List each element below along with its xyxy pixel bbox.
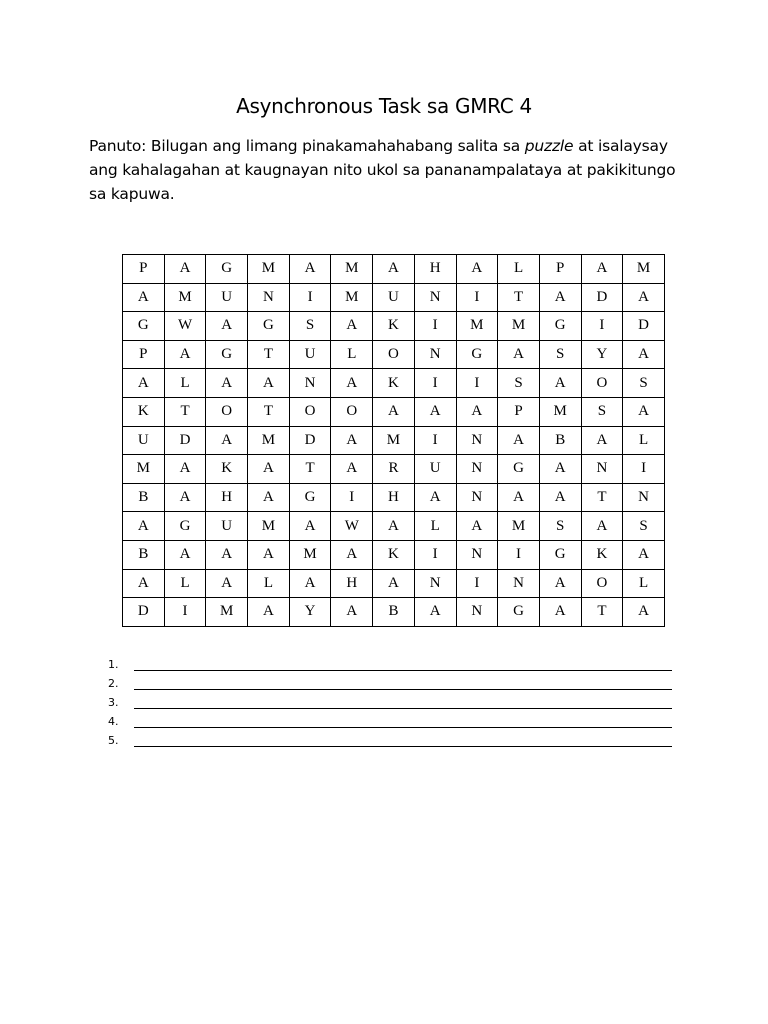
puzzle-cell[interactable]: D [164, 426, 206, 455]
answer-number: 2. [108, 677, 119, 690]
puzzle-cell[interactable]: A [539, 369, 581, 398]
puzzle-cell[interactable]: A [123, 283, 165, 312]
answer-item [108, 690, 672, 709]
puzzle-cell[interactable]: O [373, 340, 415, 369]
puzzle-cell[interactable]: A [498, 426, 540, 455]
puzzle-cell[interactable]: A [373, 397, 415, 426]
puzzle-row [123, 426, 665, 455]
word-search-grid [122, 254, 665, 627]
puzzle-cell[interactable]: P [539, 255, 581, 284]
puzzle-cell[interactable]: G [123, 312, 165, 341]
puzzle-cell[interactable]: M [123, 455, 165, 484]
puzzle-cell[interactable]: K [373, 540, 415, 569]
puzzle-cell[interactable]: N [414, 569, 456, 598]
puzzle-cell[interactable]: H [206, 483, 248, 512]
puzzle-cell[interactable]: B [373, 598, 415, 627]
puzzle-row [123, 540, 665, 569]
puzzle-cell[interactable]: A [206, 569, 248, 598]
puzzle-cell[interactable]: A [206, 369, 248, 398]
puzzle-cell[interactable]: H [373, 483, 415, 512]
puzzle-cell[interactable]: M [623, 255, 665, 284]
puzzle-cell[interactable]: A [331, 312, 373, 341]
answer-line[interactable] [134, 678, 672, 690]
puzzle-cell[interactable]: I [414, 426, 456, 455]
puzzle-cell[interactable]: A [456, 255, 498, 284]
puzzle-cell[interactable]: I [456, 569, 498, 598]
puzzle-cell[interactable]: M [331, 255, 373, 284]
puzzle-cell[interactable]: N [456, 483, 498, 512]
puzzle-cell[interactable]: H [414, 255, 456, 284]
puzzle-cell[interactable]: S [581, 397, 623, 426]
puzzle-row [123, 569, 665, 598]
puzzle-cell[interactable]: A [414, 598, 456, 627]
puzzle-cell[interactable]: A [623, 283, 665, 312]
puzzle-cell[interactable]: M [456, 312, 498, 341]
puzzle-cell[interactable]: L [331, 340, 373, 369]
puzzle-cell[interactable]: A [539, 455, 581, 484]
puzzle-cell[interactable]: A [581, 426, 623, 455]
puzzle-cell[interactable]: A [248, 455, 290, 484]
puzzle-cell[interactable]: U [289, 340, 331, 369]
puzzle-cell[interactable]: O [581, 369, 623, 398]
puzzle-cell[interactable]: S [498, 369, 540, 398]
puzzle-cell[interactable]: M [206, 598, 248, 627]
puzzle-cell[interactable]: K [206, 455, 248, 484]
puzzle-cell[interactable]: U [373, 283, 415, 312]
puzzle-cell[interactable]: O [289, 397, 331, 426]
puzzle-cell[interactable]: A [539, 598, 581, 627]
puzzle-cell[interactable]: I [581, 312, 623, 341]
puzzle-cell[interactable]: I [498, 540, 540, 569]
puzzle-cell[interactable]: L [164, 569, 206, 598]
puzzle-cell[interactable]: A [164, 540, 206, 569]
puzzle-cell[interactable]: G [206, 340, 248, 369]
puzzle-cell[interactable]: N [581, 455, 623, 484]
puzzle-cell[interactable]: A [248, 540, 290, 569]
puzzle-cell[interactable]: M [289, 540, 331, 569]
puzzle-cell[interactable]: B [539, 426, 581, 455]
puzzle-cell[interactable]: A [164, 255, 206, 284]
puzzle-cell[interactable]: A [456, 512, 498, 541]
puzzle-cell[interactable]: B [123, 483, 165, 512]
answer-number: 1. [108, 658, 119, 671]
puzzle-cell[interactable]: A [331, 598, 373, 627]
puzzle-cell[interactable]: U [123, 426, 165, 455]
puzzle-cell[interactable]: A [539, 283, 581, 312]
answer-number: 3. [108, 696, 119, 709]
puzzle-cell[interactable]: A [456, 397, 498, 426]
puzzle-cell[interactable]: A [623, 340, 665, 369]
puzzle-cell[interactable]: A [581, 255, 623, 284]
puzzle-cell[interactable]: I [456, 369, 498, 398]
puzzle-cell[interactable]: M [498, 312, 540, 341]
puzzle-cell[interactable]: I [414, 369, 456, 398]
puzzle-cell[interactable]: T [248, 397, 290, 426]
page-title: Asynchronous Task sa GMRC 4 [236, 94, 532, 118]
puzzle-cell[interactable]: A [331, 369, 373, 398]
puzzle-row [123, 598, 665, 627]
puzzle-cell[interactable]: A [123, 369, 165, 398]
puzzle-cell[interactable]: A [289, 255, 331, 284]
puzzle-cell[interactable]: A [206, 540, 248, 569]
puzzle-cell[interactable]: N [498, 569, 540, 598]
puzzle-row [123, 255, 665, 284]
puzzle-cell[interactable]: I [331, 483, 373, 512]
puzzle-cell[interactable]: N [289, 369, 331, 398]
puzzle-cell[interactable]: I [414, 540, 456, 569]
answer-list [108, 652, 672, 747]
puzzle-cell[interactable]: L [164, 369, 206, 398]
puzzle-cell[interactable]: G [456, 340, 498, 369]
answer-line[interactable] [134, 697, 672, 709]
puzzle-cell[interactable]: T [248, 340, 290, 369]
puzzle-cell[interactable]: D [623, 312, 665, 341]
puzzle-row [123, 369, 665, 398]
puzzle-cell[interactable]: R [373, 455, 415, 484]
instructions [89, 134, 679, 206]
puzzle-cell[interactable]: L [414, 512, 456, 541]
answer-line[interactable] [134, 716, 672, 728]
puzzle-cell[interactable]: M [164, 283, 206, 312]
answer-item [108, 671, 672, 690]
puzzle-cell[interactable]: G [498, 455, 540, 484]
puzzle-cell[interactable]: I [164, 598, 206, 627]
puzzle-cell[interactable]: N [623, 483, 665, 512]
puzzle-cell[interactable]: L [498, 255, 540, 284]
puzzle-cell[interactable]: W [331, 512, 373, 541]
puzzle-cell[interactable]: A [498, 340, 540, 369]
puzzle-cell[interactable]: M [248, 255, 290, 284]
puzzle-cell[interactable]: A [623, 397, 665, 426]
puzzle-cell[interactable]: G [164, 512, 206, 541]
puzzle-row [123, 483, 665, 512]
puzzle-cell[interactable]: A [289, 512, 331, 541]
puzzle-cell[interactable]: T [289, 455, 331, 484]
answer-item [108, 652, 672, 671]
puzzle-cell[interactable]: A [373, 255, 415, 284]
puzzle-cell[interactable]: I [456, 283, 498, 312]
puzzle-cell[interactable]: O [581, 569, 623, 598]
puzzle-cell[interactable]: K [373, 312, 415, 341]
puzzle-row [123, 312, 665, 341]
puzzle-cell[interactable]: A [248, 598, 290, 627]
instructions-emphasis: puzzle [524, 137, 574, 155]
puzzle-cell[interactable]: A [373, 512, 415, 541]
puzzle-cell[interactable]: A [164, 455, 206, 484]
puzzle-cell[interactable]: M [539, 397, 581, 426]
puzzle-cell[interactable]: A [414, 397, 456, 426]
puzzle-cell[interactable]: T [581, 483, 623, 512]
puzzle-cell[interactable]: P [123, 340, 165, 369]
puzzle-cell[interactable]: G [248, 312, 290, 341]
puzzle-cell[interactable]: A [331, 426, 373, 455]
puzzle-cell[interactable]: N [456, 426, 498, 455]
puzzle-cell[interactable]: P [498, 397, 540, 426]
puzzle-cell[interactable]: A [623, 540, 665, 569]
puzzle-cell[interactable]: S [539, 512, 581, 541]
puzzle-cell[interactable]: Y [581, 340, 623, 369]
puzzle-cell[interactable]: O [206, 397, 248, 426]
puzzle-cell[interactable]: S [539, 340, 581, 369]
puzzle-cell[interactable]: P [123, 255, 165, 284]
puzzle-cell[interactable]: L [623, 569, 665, 598]
puzzle-cell[interactable]: A [539, 569, 581, 598]
puzzle-cell[interactable]: A [206, 312, 248, 341]
puzzle-cell[interactable]: W [164, 312, 206, 341]
puzzle-row [123, 455, 665, 484]
puzzle-cell[interactable]: A [289, 569, 331, 598]
puzzle-cell[interactable]: N [414, 340, 456, 369]
puzzle-cell[interactable]: M [373, 426, 415, 455]
puzzle-cell[interactable]: L [623, 426, 665, 455]
puzzle-cell[interactable]: A [331, 540, 373, 569]
puzzle-cell[interactable]: A [623, 598, 665, 627]
puzzle-cell[interactable]: U [206, 283, 248, 312]
puzzle-cell[interactable]: T [498, 283, 540, 312]
puzzle-cell[interactable]: M [248, 512, 290, 541]
puzzle-cell[interactable]: K [123, 397, 165, 426]
puzzle-cell[interactable]: S [623, 369, 665, 398]
puzzle-cell[interactable]: S [623, 512, 665, 541]
puzzle-cell[interactable]: A [248, 483, 290, 512]
answer-item [108, 709, 672, 728]
answer-item [108, 728, 672, 747]
puzzle-cell[interactable]: G [289, 483, 331, 512]
puzzle-cell[interactable]: A [331, 455, 373, 484]
puzzle-cell[interactable]: A [248, 369, 290, 398]
puzzle-cell[interactable]: G [498, 598, 540, 627]
puzzle-cell[interactable]: N [456, 598, 498, 627]
answer-number: 4. [108, 715, 119, 728]
puzzle-cell[interactable]: A [164, 483, 206, 512]
puzzle-cell[interactable]: G [539, 540, 581, 569]
puzzle-cell[interactable]: Y [289, 598, 331, 627]
puzzle-cell[interactable]: A [581, 512, 623, 541]
puzzle-cell[interactable]: B [123, 540, 165, 569]
puzzle-cell[interactable]: A [123, 569, 165, 598]
answer-line[interactable] [134, 735, 672, 747]
answer-number: 5. [108, 734, 119, 747]
puzzle-cell[interactable]: N [414, 283, 456, 312]
puzzle-cell[interactable]: L [248, 569, 290, 598]
puzzle-cell[interactable]: A [206, 426, 248, 455]
puzzle-cell[interactable]: D [289, 426, 331, 455]
puzzle-cell[interactable]: A [539, 483, 581, 512]
puzzle-cell[interactable]: A [164, 340, 206, 369]
puzzle-cell[interactable]: T [164, 397, 206, 426]
puzzle-cell[interactable]: D [581, 283, 623, 312]
puzzle-row [123, 283, 665, 312]
puzzle-cell[interactable]: M [331, 283, 373, 312]
puzzle-cell[interactable]: K [581, 540, 623, 569]
puzzle-row [123, 397, 665, 426]
puzzle-cell[interactable]: N [456, 455, 498, 484]
puzzle-cell[interactable]: T [581, 598, 623, 627]
puzzle-cell[interactable]: G [206, 255, 248, 284]
puzzle-cell[interactable]: O [331, 397, 373, 426]
puzzle-cell[interactable]: N [248, 283, 290, 312]
puzzle-cell[interactable]: A [373, 569, 415, 598]
puzzle-cell[interactable]: I [289, 283, 331, 312]
puzzle-cell[interactable]: U [414, 455, 456, 484]
answer-line[interactable] [134, 659, 672, 671]
puzzle-cell[interactable]: H [331, 569, 373, 598]
puzzle-row [123, 512, 665, 541]
puzzle-cell[interactable]: I [623, 455, 665, 484]
puzzle-cell[interactable]: A [414, 483, 456, 512]
puzzle-cell[interactable]: S [289, 312, 331, 341]
puzzle-cell[interactable]: M [498, 512, 540, 541]
puzzle-cell[interactable]: A [498, 483, 540, 512]
instructions-text-end: at isalaysay ang kahalagahan at kaugnayan nito ukol sa pananampalataya at pakikitungo sa kapuwa. [89, 137, 676, 203]
puzzle-row [123, 340, 665, 369]
puzzle-cell[interactable]: U [206, 512, 248, 541]
puzzle-cell[interactable]: M [248, 426, 290, 455]
puzzle-cell[interactable]: I [414, 312, 456, 341]
instructions-text: Panuto: Bilugan ang limang pinakamahahabang salita sa [89, 137, 525, 155]
puzzle-cell[interactable]: K [373, 369, 415, 398]
puzzle-cell[interactable]: N [456, 540, 498, 569]
puzzle-cell[interactable]: D [123, 598, 165, 627]
puzzle-cell[interactable]: A [123, 512, 165, 541]
puzzle-cell[interactable]: G [539, 312, 581, 341]
